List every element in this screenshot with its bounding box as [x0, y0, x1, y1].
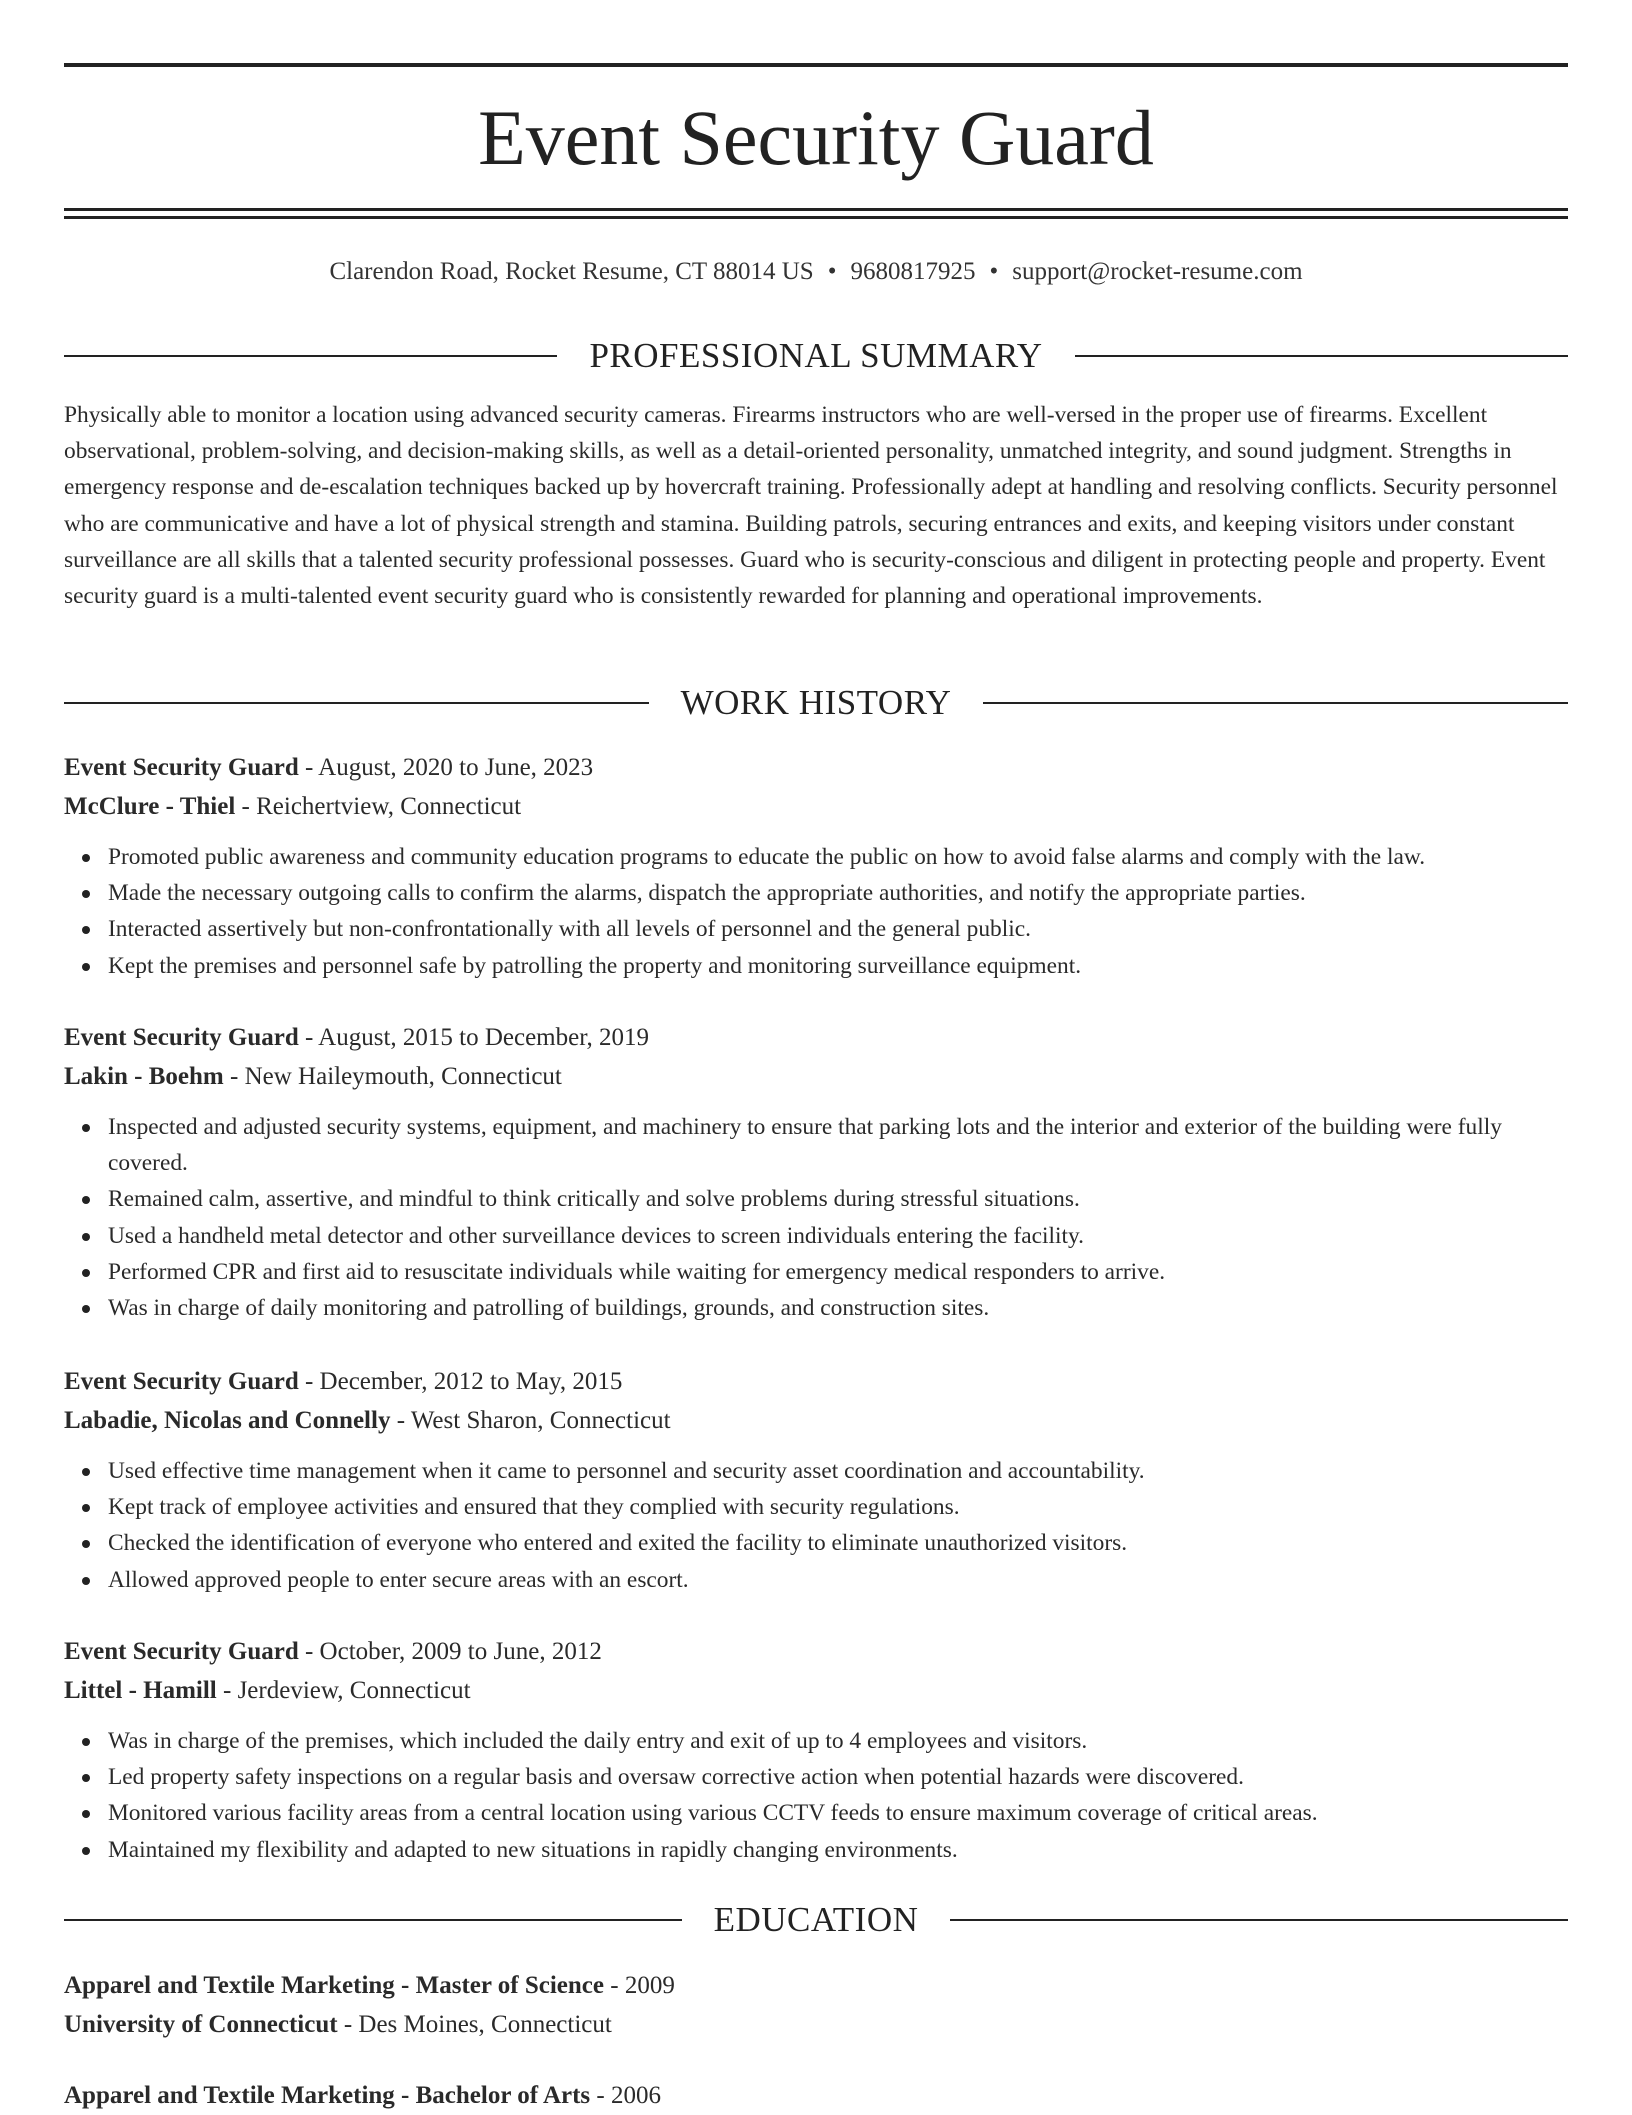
name-double-rule	[64, 208, 1568, 220]
heading-rule	[64, 702, 649, 704]
job-bullets	[64, 1723, 1568, 1868]
job-bullet: Used effective time management when it came to personnel and security asset coordination and accountability.	[108, 1453, 1568, 1489]
contact-address: Clarendon Road, Rocket Resume, CT 88014 US	[329, 258, 814, 285]
heading-rule	[1075, 355, 1568, 357]
job-company: McClure - Thiel	[64, 793, 236, 820]
job-bullet: Performed CPR and first aid to resuscitate individuals while waiting for emergency medical responders to arrive.	[108, 1254, 1568, 1290]
contact-separator: •	[827, 258, 837, 285]
job-bullets	[64, 1453, 1568, 1598]
education-year: - 2009	[604, 1972, 675, 1999]
job-title: Event Security Guard	[64, 1368, 299, 1395]
job-title: Event Security Guard	[64, 1638, 299, 1665]
job-company-line	[64, 1671, 1568, 1710]
education-year: - 2006	[590, 2082, 661, 2109]
heading-rule	[983, 702, 1568, 704]
job-company-line	[64, 1401, 1568, 1440]
job-dates: - August, 2020 to June, 2023	[298, 754, 594, 781]
job-location: - Reichertview, Connecticut	[235, 793, 522, 820]
education-school: University of Connecticut	[64, 2011, 338, 2038]
job-location: - Jerdeview, Connecticut	[216, 1677, 471, 1704]
job-entry	[64, 748, 1568, 984]
job-dates: - August, 2015 to December, 2019	[298, 1024, 650, 1051]
job-bullets	[64, 1109, 1568, 1326]
job-bullet: Maintained my flexibility and adapted to new situations in rapidly changing environments.	[108, 1832, 1568, 1868]
job-company: Littel - Hamill	[64, 1677, 217, 1704]
job-bullets	[64, 839, 1568, 984]
job-title-line	[64, 1632, 1568, 1671]
education-degree-line	[64, 1966, 1568, 2005]
contact-phone: 9680817925	[850, 258, 976, 285]
job-bullet: Checked the identification of everyone who entered and exited the facility to eliminate unauthorized visitors.	[108, 1525, 1568, 1561]
summary-heading	[64, 334, 1568, 378]
job-bullet: Promoted public awareness and community education programs to educate the public on how to avoid false alarms and comply with the law.	[108, 839, 1568, 875]
heading-rule	[64, 1919, 682, 1921]
job-entry	[64, 1362, 1568, 1598]
contact-info	[64, 254, 1568, 290]
candidate-name: Event Security Guard	[478, 94, 1154, 181]
summary-title: PROFESSIONAL SUMMARY	[589, 336, 1043, 375]
work-history-heading	[64, 681, 1568, 725]
job-dates: - December, 2012 to May, 2015	[298, 1368, 623, 1395]
education-degree: Apparel and Textile Marketing - Master of Science	[64, 1972, 604, 1999]
job-bullet: Was in charge of daily monitoring and patrolling of buildings, grounds, and construction sites.	[108, 1290, 1568, 1326]
summary-text: Physically able to monitor a location using advanced security cameras. Firearms instructors who are well-versed in the proper use of firearms. Excellent observational, problem-solving, and decision-making skills, as well as a detail-oriented personality, unmatched integrity, and sound judgment. Strengths in emergency response and de-escalation techniques backed up by hovercraft training. Professionally adept at handling and resolving conflicts. Security personnel who are communicative and have a lot of physical strength and stamina. Building patrols, securing entrances and exits, and keeping visitors under constant surveillance are all skills that a talented security professional possesses. Guard who is security-conscious and diligent in protecting people and property. Event security guard is a multi-talented event security guard who is consistently rewarded for planning and operational improvements.	[64, 402, 1558, 610]
education-heading	[64, 1898, 1568, 1942]
job-location: - West Sharon, Connecticut	[390, 1407, 671, 1434]
job-entry	[64, 1632, 1568, 1868]
job-company: Lakin - Boehm	[64, 1063, 224, 1090]
job-bullet: Kept track of employee activities and ensured that they complied with security regulations.	[108, 1489, 1568, 1525]
job-bullet: Kept the premises and personnel safe by patrolling the property and monitoring surveillance equipment.	[108, 948, 1568, 984]
job-entry	[64, 1018, 1568, 1326]
education-degree-line	[64, 2076, 1568, 2115]
job-company-line	[64, 787, 1568, 826]
job-bullet: Monitored various facility areas from a central location using various CCTV feeds to ensure maximum coverage of critical areas.	[108, 1795, 1568, 1831]
work-history-title: WORK HISTORY	[680, 683, 952, 722]
job-location: - New Haileymouth, Connecticut	[223, 1063, 562, 1090]
job-bullet: Remained calm, assertive, and mindful to think critically and solve problems during stressful situations.	[108, 1181, 1568, 1217]
education-degree: Apparel and Textile Marketing - Bachelor of Arts	[64, 2082, 591, 2109]
job-bullet: Inspected and adjusted security systems, equipment, and machinery to ensure that parking lots and the interior and exterior of the building were fully covered.	[108, 1109, 1568, 1181]
education-entry	[64, 2076, 1568, 2115]
job-bullet: Used a handheld metal detector and other surveillance devices to screen individuals entering the facility.	[108, 1218, 1568, 1254]
job-title: Event Security Guard	[64, 1024, 299, 1051]
contact-email: support@rocket-resume.com	[1012, 258, 1303, 285]
job-bullet: Led property safety inspections on a regular basis and oversaw corrective action when potential hazards were discovered.	[108, 1759, 1568, 1795]
job-title: Event Security Guard	[64, 754, 299, 781]
job-bullet: Was in charge of the premises, which included the daily entry and exit of up to 4 employees and visitors.	[108, 1723, 1568, 1759]
education-title: EDUCATION	[713, 1900, 919, 1939]
job-title-line	[64, 1362, 1568, 1401]
education-school-line	[64, 2005, 1568, 2044]
job-bullet: Allowed approved people to enter secure areas with an escort.	[108, 1562, 1568, 1598]
job-title-line	[64, 748, 1568, 787]
job-bullet: Made the necessary outgoing calls to confirm the alarms, dispatch the appropriate authorities, and notify the appropriate parties.	[108, 875, 1568, 911]
job-bullet: Interacted assertively but non-confrontationally with all levels of personnel and the general public.	[108, 911, 1568, 947]
contact-separator: •	[989, 258, 999, 285]
job-title-line	[64, 1018, 1568, 1057]
job-company-line	[64, 1057, 1568, 1096]
education-location: - Des Moines, Connecticut	[337, 2011, 612, 2038]
top-rule	[64, 63, 1568, 67]
job-company: Labadie, Nicolas and Connelly	[64, 1407, 391, 1434]
education-entry	[64, 1966, 1568, 2044]
heading-rule	[950, 1919, 1568, 1921]
job-dates: - October, 2009 to June, 2012	[298, 1638, 602, 1665]
heading-rule	[64, 355, 557, 357]
